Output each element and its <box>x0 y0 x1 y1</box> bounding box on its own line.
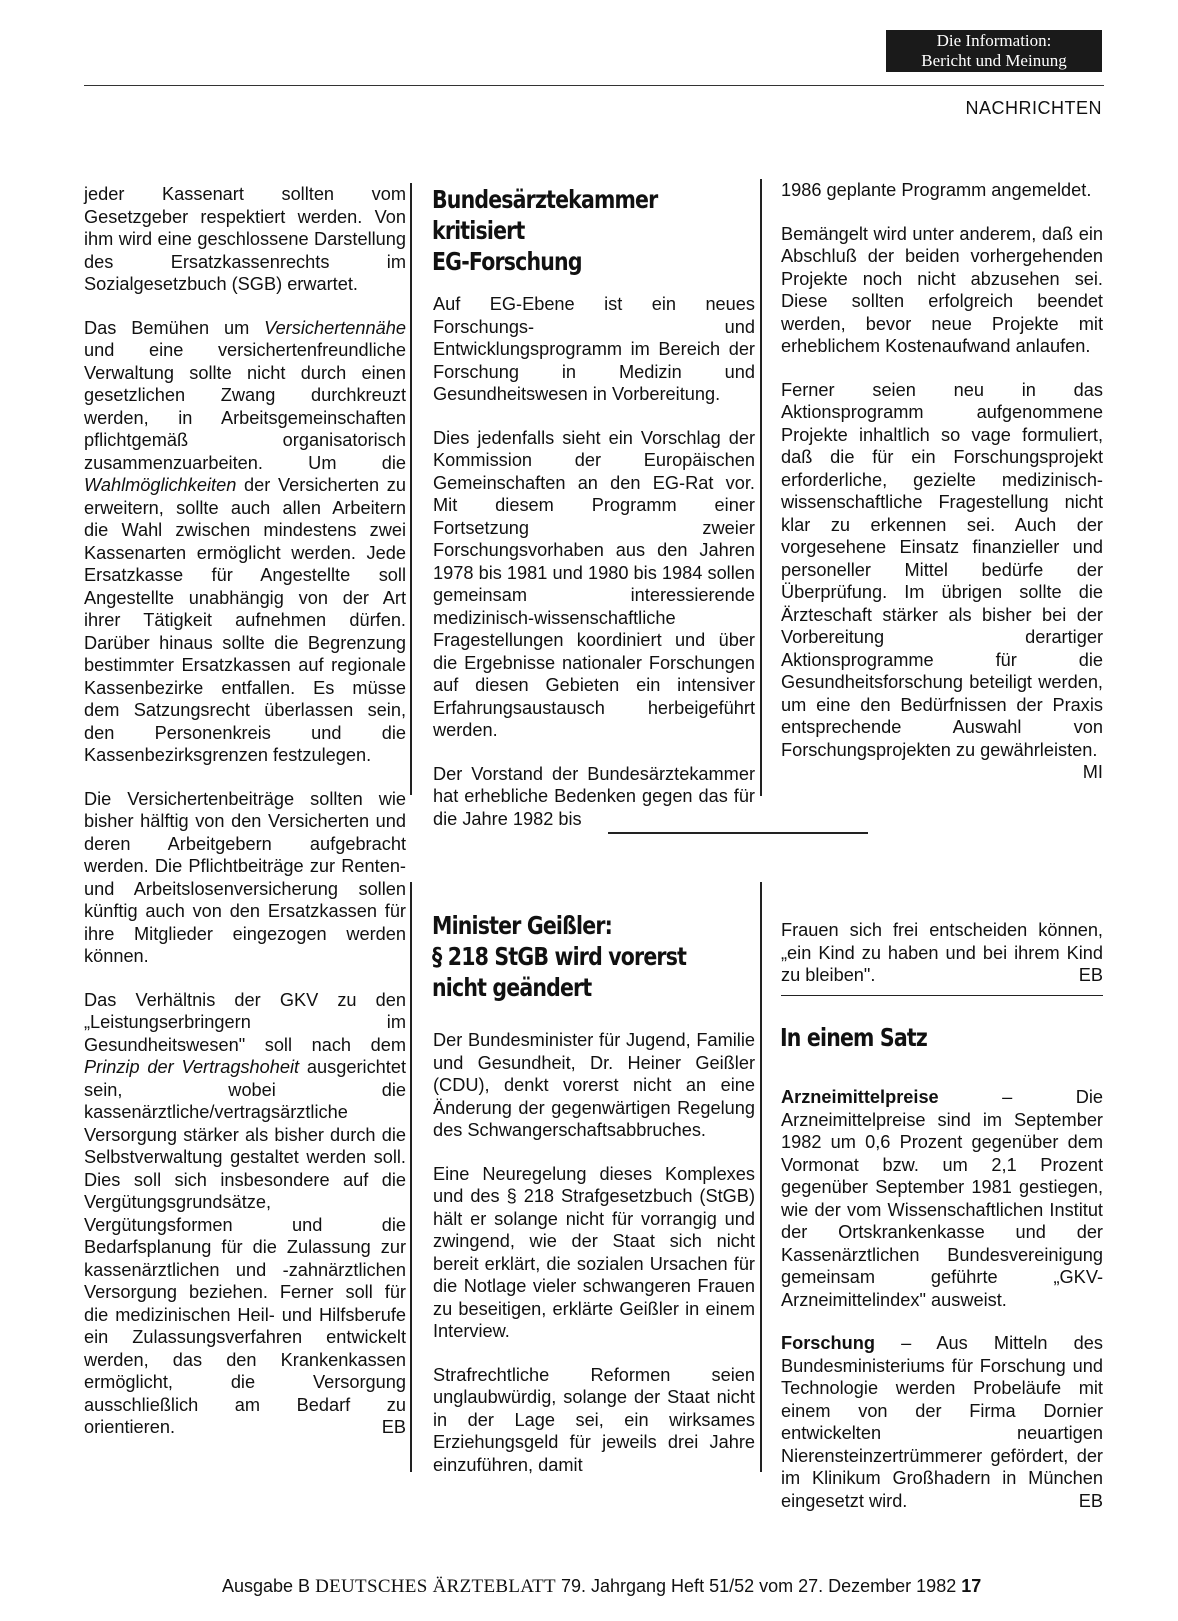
text-run: – Aus Mitteln des Bundesministeriums für Forschung und Technologie werden Probeläufe mit einem von der Firma Dornier entwickelten neuartigen Nierensteinzertrümmerer gefördert, der im Klinikum Großhadern in München eingesetzt wird. <box>781 1333 1103 1511</box>
header-box-line1: Die Information: <box>936 31 1052 50</box>
paragraph: Strafrechtliche Reformen seien unglaubwürdig, solange der Staat nicht in der Lage sei, ein wirksames Erziehungsgeld für jeweils drei Jahre einzuführen, damit <box>433 1364 755 1475</box>
paragraph: Auf EG-Ebene ist ein neues Forschungs- und Entwicklungsprogramm im Bereich der Forschung in Medizin und Gesundheitswesen in Vorbereitung. <box>433 294 755 404</box>
article1-body-cont <box>781 179 1103 784</box>
paragraph <box>781 919 1103 987</box>
column-divider <box>410 882 412 1472</box>
text-run: Ferner seien neu in das Aktionsprogramm aufgenommene Projekte inhaltlich so vage formuliert, daß die für ein Forschungsprojekt erforderliche, gezielte medizinisch-wissenschaftliche Fragestellung nicht klar zu erkennen sei. Auch der vorgesehene Einsatz finanzieller und personeller Mittel bedürfe der Überprüfung. Im übrigen sollte die Ärzteschaft stärker als bisher bei der Vorbereitung derartiger Aktionsprogramme für die Gesundheitsforschung beteiligt werden, um eine den Bedürfnissen der Praxis entsprechende Auswahl von Forschungsprojekten zu gewährleisten. <box>781 379 1103 760</box>
article3-body <box>781 1086 1103 1512</box>
text-run: Das Bemühen um <box>84 317 265 338</box>
author-sign: EB <box>1078 965 1103 985</box>
paragraph <box>84 317 406 767</box>
column-left <box>84 183 406 1439</box>
paragraph: 1986 geplante Programm angemeldet. <box>781 180 1092 200</box>
author-sign: EB <box>1078 1490 1103 1511</box>
paragraph: Der Vorstand der Bundesärztekammer hat erhebliche Bedenken gegen das für die Jahre 1982 bis <box>433 763 755 829</box>
author-sign: MI <box>1082 762 1103 782</box>
paragraph: Dies jedenfalls sieht ein Vorschlag der Kommission der Europäischen Gemeinschaften an den EG-Rat vor. Mit diesem Programm einer Fortsetzung zweier Forschungsvorhaben aus den Jahren 1978 bis 1981 und 1980 bis 1984 sollen gemeinsam interessierende medizinisch-wissenschaftliche Fragestellungen koordiniert und über die Ergebnisse nationaler Forschungen auf diesen Gebieten ein intensiver Erfahrungsaustausch herbeigeführt werden. <box>433 427 755 740</box>
text-run: Das Verhältnis der GKV zu den „Leistungserbringern im Gesundheitswesen" soll nach dem <box>84 989 406 1055</box>
italic-text: Wahlmöglichkeiten <box>84 475 237 495</box>
headline-line: EG-Forschung <box>432 247 582 276</box>
article2-body-cont <box>781 919 1103 987</box>
text-run: ausgerichtet sein, wobei die kassenärztliche/vertragsärztliche Versorgung stärker als bisher durch die Selbstverwaltung gestaltet werden soll. Dies soll sich insbesondere auf die Vergütungsgrundsätze, Vergütungsformen und die Bedarfsplanung für die Zulassung zur kassenärztlichen und -zahnärztlichen Versorgung beziehen. Ferner soll für die medizinischen Heil- und Hilfsberufe ein Zulassungsverfahren entwickelt werden, das den Krankenkassen ermöglicht, die Versorgung ausschließlich am Bedarf zu orientieren. <box>84 1057 406 1437</box>
header-rule <box>84 85 1104 86</box>
bold-lead: Arzneimittelpreise <box>781 1087 939 1107</box>
footer-edition: Ausgabe B <box>222 1576 311 1596</box>
section-label: NACHRICHTEN <box>965 98 1102 118</box>
paragraph: Eine Neuregelung dieses Komplexes und des § 218 Strafgesetzbuch (StGB) hält er solange nicht für vorrangig und zwingend, wie der Staat sich nicht bereit erklärt, die sozialen Ursachen für die Notlage vieler schwangeren Frauen zu beseitigen, erklärte Geißler in einem Interview. <box>433 1163 755 1341</box>
article2-body <box>433 1029 755 1476</box>
paragraph: Der Bundesminister für Jugend, Familie und Gesundheit, Dr. Heiner Geißler (CDU), denkt vorerst nicht an eine Änderung der gegenwärtigen Regelung des Schwangerschaftsabbruches. <box>433 1030 755 1140</box>
paragraph <box>781 1332 1103 1512</box>
headline-line: Minister Geißler: <box>432 911 613 940</box>
footer-issue: 79. Jahrgang Heft 51/52 vom 27. Dezember 1982 <box>560 1576 957 1596</box>
author-sign: EB <box>381 1417 406 1437</box>
article1-body <box>433 293 755 830</box>
header-box <box>886 30 1102 72</box>
footer-masthead: DEUTSCHES ÄRZTEBLATT <box>315 1576 556 1597</box>
column-divider <box>760 882 762 1472</box>
column-divider <box>410 183 412 795</box>
column-divider <box>760 179 762 796</box>
paragraph <box>84 989 406 1439</box>
paragraph: jeder Kassenart sollten vom Gesetzgeber respektiert werden. Von ihm wird eine geschlossene Darstellung des Ersatzkassenrechts im Sozialgesetzbuch (SGB) erwartet. <box>84 184 406 294</box>
bold-lead: Forschung <box>781 1333 875 1353</box>
paragraph: Die Versichertenbeiträge sollten wie bisher hälftig von den Versicherten und deren Arbeitgebern aufgebracht werden. Die Pflichtbeiträge zur Renten- und Arbeitslosenversicherung sollen künftig auch von den Ersatzkassen für ihre Mitglieder eingezogen werden können. <box>84 788 406 966</box>
page-footer <box>222 1576 981 1598</box>
headline-line: kritisiert <box>432 216 525 245</box>
headline-article3: In einem Satz <box>780 1023 927 1052</box>
text-run: der Versicherten zu erweitern, sollte auch allen Arbeitern die Wahl zwischen mindestens zwei Kassenarten ermöglicht werden. Jede Ersatzkasse für Angestellte soll Angestellte unabhängig von der Art ihrer Tätigkeit aufnehmen dürfen. Darüber hinaus sollte die Begrenzung bestimmter Ersatzkassen auf regionale Kassenbezirke entfallen. Es müsse dem Satzungsrecht überlassen sein, den Personenkreis und die Kassenbezirksgrenzen festzulegen. <box>84 475 406 765</box>
italic-text: Prinzip der Vertragshoheit <box>84 1057 300 1077</box>
italic-text: Versichertennähe <box>264 317 406 338</box>
paragraph <box>781 379 1103 782</box>
paragraph: Bemängelt wird unter anderem, daß ein Abschluß der beiden vorhergehenden Projekte noch nicht abzusehen sei. Diese sollten erfolgreich beendet werden, bevor neue Projekte mit erheblichem Kostenaufwand anlaufen. <box>781 223 1103 356</box>
headline-line: nicht geändert <box>432 973 592 1002</box>
headline-article1 <box>432 184 744 277</box>
text-run: und eine versichertenfreundliche Verwaltung sollte nicht durch einen gesetzlichen Zwang durchkreuzt werden, in Arbeitsgemeinschaften pflichtgemäß organisatorisch zusammenzuarbeiten. Um die <box>84 340 406 473</box>
headline-line: Bundesärztekammer <box>432 185 658 214</box>
text-run: – Die Arzneimittelpreise sind im September 1982 um 0,6 Prozent gegenüber dem Vormonat bzw. um 2,1 Prozent gegenüber September 1981 gestiegen, wie der vom Wissenschaftlichen Institut der Ortskrankenkasse und der Kassenärztlichen Bundesvereinigung gemeinsam geführte „GKV-Arzneimittelindex" ausweist. <box>781 1087 1103 1310</box>
header-box-line2: Bericht und Meinung <box>921 51 1067 70</box>
headline-line: § 218 StGB wird vorerst <box>432 942 687 971</box>
text-run: Frauen sich frei entscheiden können, „ein Kind zu haben und bei ihrem Kind zu bleiben". <box>781 920 1103 985</box>
article-separator <box>608 832 868 834</box>
page-number: 17 <box>961 1576 982 1596</box>
headline-article2 <box>432 910 752 1003</box>
paragraph <box>781 1086 1103 1311</box>
section-rule <box>781 995 1103 996</box>
